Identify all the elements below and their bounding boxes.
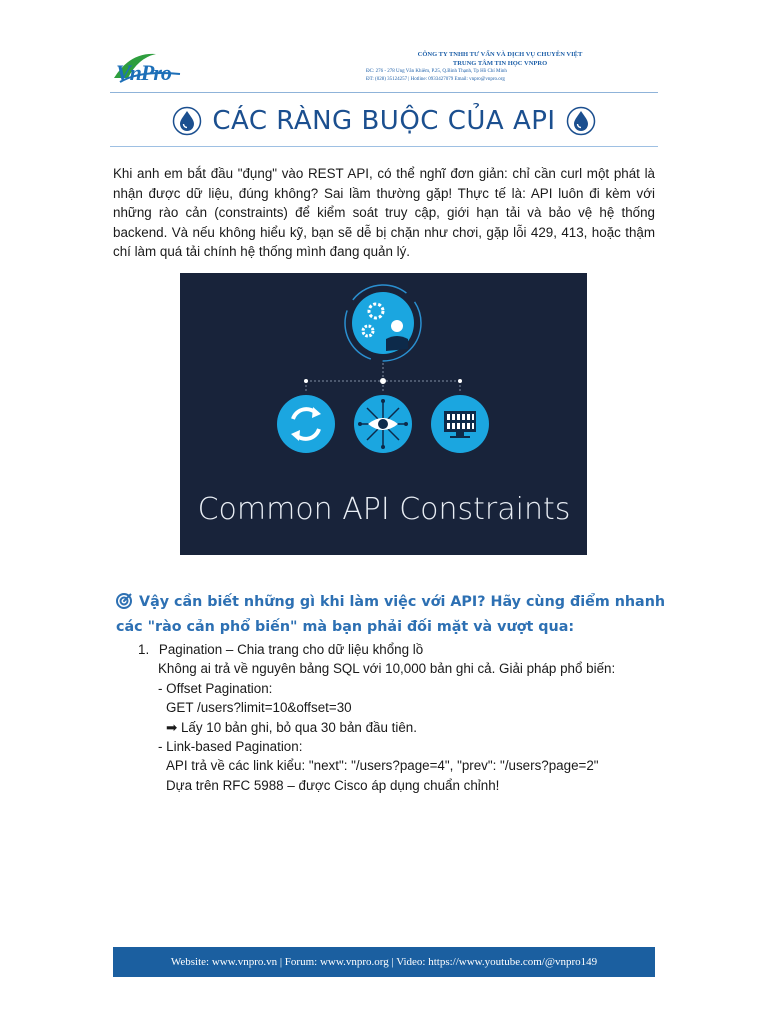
title-row <box>110 100 658 142</box>
gear-person-icon <box>345 285 421 361</box>
constraints-list <box>138 640 615 795</box>
intro-paragraph: Khi anh em bắt đầu "đụng" vào REST API, có thể nghĩ đơn giản: chỉ cần curl một phát là nhận được dữ liệu, đúng không? Sai lầm thường gặp! Thực tế là: API luôn đi kèm với những rào cản (constraints) để kiểm soát truy cập, giới hạn tải và bảo vệ hệ thống backend. Và nếu không hiểu kỹ, bạn sẽ dễ bị chặn như chơi, gặp lỗi 429, 413, hoặc thậm chí làm quá tải chính hệ thống mình đang quản lý. <box>113 166 655 260</box>
logo-text: VnPro <box>116 60 171 85</box>
center-name: TRUNG TÂM TIN HỌC VNPRO <box>452 60 548 67</box>
company-name: CÔNG TY TNHH TƯ VẤN VÀ DỊCH VỤ CHUYÊN VIỆT <box>417 51 583 58</box>
list-number: 1. <box>138 642 150 657</box>
list-line: Không ai trả về nguyên bảng SQL với 10,000 bản ghi cả. Giải pháp phổ biến: <box>158 661 616 677</box>
list-line: - Link-based Pagination: <box>158 739 303 755</box>
list-line: Dựa trên RFC 5988 – được Cisco áp dụng chuẩn chỉnh! <box>166 777 500 793</box>
section-heading <box>116 590 676 640</box>
banner-caption: Common API Constraints <box>197 492 571 527</box>
connector-lines <box>306 363 460 391</box>
section-heading-text: Vậy cần biết những gì khi làm việc với API? Hãy cùng điểm nhanh các "rào cản phổ biến" mà bạn phải đối mặt và vượt qua: <box>116 594 666 635</box>
water-drop-icon <box>172 106 202 136</box>
title-divider <box>110 146 658 147</box>
company-info <box>350 50 650 84</box>
footer-bar: Website: www.vnpro.vn | Forum: www.vnpro.org | Video: https://www.youtube.com/@vnpro149 <box>113 947 655 977</box>
page-title: CÁC RÀNG BUỘC CỦA API <box>212 106 556 136</box>
list-item-title: Pagination – Chia trang cho dữ liệu khổng lồ <box>158 642 424 657</box>
refresh-icon <box>277 395 335 453</box>
list-line: - Offset Pagination: <box>158 680 273 696</box>
header-divider <box>110 92 658 93</box>
list-line: API trả về các link kiểu: "next": "/users?page=4", "prev": "/users?page=2" <box>166 758 599 774</box>
company-address: ĐC: 276 - 278 Ung Văn Khiêm, P.25, Q.Bình Thạnh, Tp Hồ Chí Minh <box>366 69 507 74</box>
server-monitor-icon <box>431 395 489 453</box>
target-icon <box>116 592 133 609</box>
list-item <box>138 640 615 659</box>
water-drop-icon <box>566 106 596 136</box>
list-line: GET /users?limit=10&offset=30 <box>166 700 352 716</box>
eye-network-icon <box>354 395 412 453</box>
company-contact: ĐT: (028) 35124257 | Hotline: 0933427079 Email: vnpro@vnpro.org <box>366 77 505 82</box>
list-line: ➡ Lấy 10 bản ghi, bỏ qua 30 bản đầu tiên. <box>166 719 417 735</box>
